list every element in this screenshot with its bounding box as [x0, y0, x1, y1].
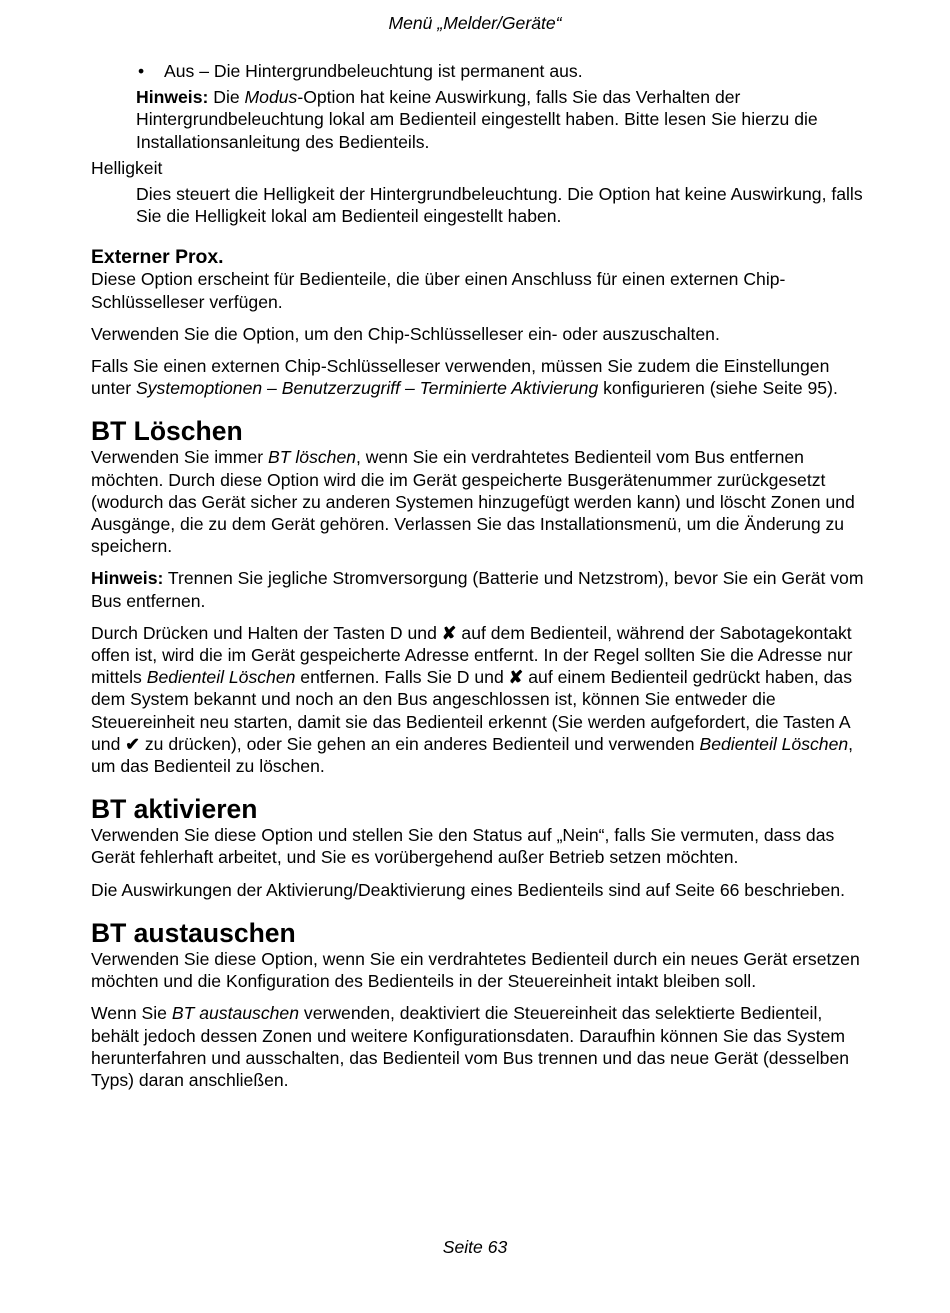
loeschen-3-b: auf dem Bedienteil, während der Sabotagekontakt offen ist, wird die im Gerät gespeicherte Adresse entfernt. In der Regel sollten Sie die Adresse nur mittels [91, 622, 853, 688]
x-key-icon: ✘ [508, 667, 524, 688]
austauschen-2-a: Wenn Sie [91, 1003, 172, 1024]
prox-3-a: Falls Sie einen externen Chip-Schlüsselleser verwenden, müssen Sie zudem die Einstellungen unter [91, 356, 830, 399]
check-key-icon: ✔ [125, 733, 140, 754]
austauschen-2-b: verwenden, deaktiviert die Steuereinheit das selektierte Bedienteil, behält jedoch dessen Zonen und weitere Konfigurationsdaten. Daraufhin können Sie das System herunterfahren und ausschalten, das Bedienteil vom Bus trennen und das neue Gerät (desselben Typs) daran anschließen. [91, 1003, 850, 1090]
loeschen-3-em1: Bedienteil Löschen [146, 667, 296, 688]
paragraph-austauschen-1: Verwenden Sie diese Option, wenn Sie ein verdrahtetes Bedienteil durch ein neues Gerät ersetzen möchten und die Konfiguration des Bedienteils in der Steuereinheit intakt bleiben soll. [91, 948, 860, 992]
note-text: Die [208, 87, 245, 108]
paragraph-prox-1: Diese Option erscheint für Bedienteile, die über einen Anschluss für einen externen Chip-Schlüsselleser verfügen. [91, 269, 786, 312]
prox-3-path: Systemoptionen – Benutzerzugriff – Terminierte Aktivierung [136, 378, 599, 399]
note-loeschen [91, 567, 866, 611]
note-text-rest: -Option hat keine Auswirkung, falls Sie das Verhalten der Hintergrundbeleuchtung lokal am Bedienteil eingestellt haben. Bitte lesen Sie hierzu die Installationsanleitung des Bedienteils. [136, 87, 818, 152]
heading-bt-aktivieren: BT aktivieren [91, 794, 258, 825]
loeschen-3-d: auf einem Bedienteil gedrückt haben, das dem System bekannt und noch an den Bus angeschlossen ist, können Sie entweder die Steuereinheit neu starten, damit sie das Bedienteil erkennt (Sie werden aufgefordert, die Tasten A und [91, 667, 853, 754]
note-label: Hinweis: [136, 87, 209, 108]
loeschen-3-c: entfernen. Falls Sie D und [295, 667, 509, 688]
loeschen-3-f: , um das Bedienteil zu löschen. [91, 733, 854, 777]
loeschen-1-a: Verwenden Sie immer [91, 447, 268, 468]
paragraph-loeschen-3 [91, 622, 866, 777]
paragraph-loeschen-1 [91, 446, 866, 557]
paragraph-aktivieren-2: Die Auswirkungen der Aktivierung/Deaktivierung eines Bedienteils sind auf Seite 66 beschrieben. [91, 879, 846, 900]
paragraph-prox-3 [91, 355, 866, 399]
page-header: Menü „Melder/Geräte“ [388, 13, 562, 33]
paragraph-austauschen-2 [91, 1002, 866, 1091]
desc-helligkeit: Dies steuert die Helligkeit der Hintergrundbeleuchtung. Die Option hat keine Auswirkung, falls Sie die Helligkeit lokal am Bedienteil eingestellt haben. [136, 184, 863, 227]
loeschen-1-em: BT löschen [268, 447, 357, 468]
paragraph-prox-2: Verwenden Sie die Option, um den Chip-Schlüsselleser ein- oder auszuschalten. [91, 323, 720, 344]
bullet-marker: • [138, 61, 145, 81]
heading-bt-loeschen: BT Löschen [91, 416, 243, 447]
term-helligkeit: Helligkeit [91, 157, 163, 178]
note-text: Trennen Sie jegliche Stromversorgung (Batterie und Netzstrom), bevor Sie ein Gerät vom Bus entfernen. [91, 568, 864, 611]
x-key-icon: ✘ [441, 622, 457, 643]
loeschen-3-e: zu drücken), oder Sie gehen an ein anderes Bedienteil und verwenden [140, 733, 700, 754]
bullet-text: Aus – Die Hintergrundbeleuchtung ist permanent aus. [164, 61, 583, 81]
paragraph-aktivieren-1: Verwenden Sie diese Option und stellen Sie den Status auf „Nein“, falls Sie vermuten, dass das Gerät fehlerhaft arbeitet, und Sie es vorübergehend außer Betrieb setzen möchten. [91, 825, 835, 868]
loeschen-3-em2: Bedienteil Löschen [699, 733, 849, 754]
heading-bt-austauschen: BT austauschen [91, 917, 296, 948]
note-label: Hinweis: [91, 568, 164, 589]
prox-3-b: konfigurieren (siehe Seite 95). [598, 378, 838, 399]
page-content [91, 60, 866, 1091]
bullet-item-aus [91, 60, 866, 82]
note-emphasis: Modus [244, 87, 298, 108]
page-footer: Seite 63 [442, 1237, 508, 1257]
loeschen-3-a: Durch Drücken und Halten der Tasten D und [91, 622, 442, 643]
heading-externer-prox: Externer Prox. [91, 246, 224, 269]
austauschen-2-em: BT austauschen [171, 1003, 300, 1024]
loeschen-1-b: , wenn Sie ein verdrahtetes Bedienteil vom Bus entfernen möchten. Durch diese Option wird die im Gerät gespeicherte Busgerätenummer zurückgesetzt (wodurch das Gerät sicher zu anderen Systemen hinzugefügt werden kann) und löscht Zonen und Ausgänge, die zu dem Gerät gehören. Verlassen Sie das Installationsmenü, um die Änderung zu speichern. [91, 447, 855, 557]
note-modus [91, 86, 866, 153]
